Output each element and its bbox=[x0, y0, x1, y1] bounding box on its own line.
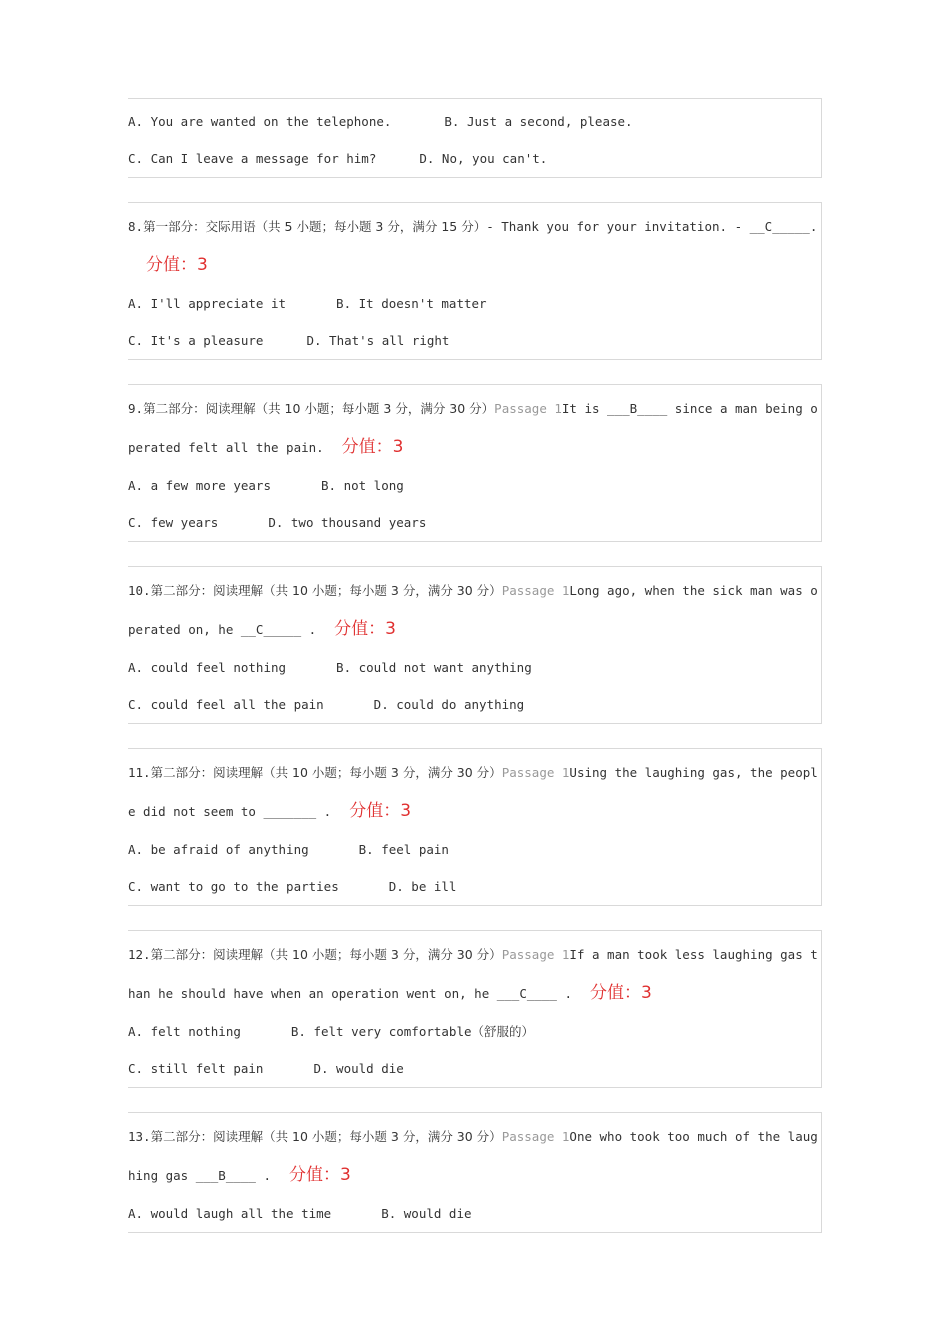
question-block-10 bbox=[128, 566, 822, 724]
question-stem bbox=[128, 567, 821, 649]
question-text: One who took too much of the laughing gas ___B____ . bbox=[128, 1129, 818, 1183]
passage-label: Passage 1 bbox=[501, 765, 570, 780]
section-label: 第二部分：阅读理解（共 10 小题；每小题 3 分，满分 30 分） bbox=[150, 583, 502, 598]
option-c: C. few years bbox=[128, 515, 219, 530]
option-a: A. a few more years bbox=[128, 478, 271, 493]
option-c: C. Can I leave a message for him? bbox=[128, 151, 377, 166]
option-a: A. would laugh all the time bbox=[128, 1206, 332, 1221]
option-b: B. Just a second, please. bbox=[444, 114, 633, 129]
question-block-7-options bbox=[128, 98, 822, 178]
section-label: 第一部分：交际用语（共 5 小题；每小题 3 分，满分 15 分） bbox=[143, 219, 487, 234]
option-c: C. want to go to the parties bbox=[128, 879, 339, 894]
question-number: 9. bbox=[128, 401, 144, 416]
section-label: 第二部分：阅读理解（共 10 小题；每小题 3 分，满分 30 分） bbox=[150, 1129, 502, 1144]
option-a: A. You are wanted on the telephone. bbox=[128, 114, 392, 129]
question-list bbox=[128, 98, 822, 1257]
option-c: C. It's a pleasure bbox=[128, 333, 264, 348]
question-text: - Thank you for your invitation. - __C_____. bbox=[486, 219, 818, 234]
question-text: If a man took less laughing gas than he should have when an operation went on, he ___C____ . bbox=[128, 947, 818, 1001]
option-d: D. would die bbox=[313, 1061, 404, 1076]
question-number: 12. bbox=[128, 947, 151, 962]
question-number: 13. bbox=[128, 1129, 151, 1144]
option-b: B. would die bbox=[381, 1206, 472, 1221]
option-a: A. could feel nothing bbox=[128, 660, 287, 675]
question-number: 8. bbox=[128, 219, 144, 234]
question-stem bbox=[128, 931, 821, 1013]
passage-label: Passage 1 bbox=[501, 1129, 570, 1144]
option-a: A. I'll appreciate it bbox=[128, 296, 287, 311]
score-label: 分值：3 bbox=[334, 619, 396, 639]
question-block-11 bbox=[128, 748, 822, 906]
option-c: C. could feel all the pain bbox=[128, 697, 324, 712]
option-d: D. be ill bbox=[388, 879, 457, 894]
option-a: A. be afraid of anything bbox=[128, 842, 309, 857]
option-a: A. felt nothing bbox=[128, 1024, 241, 1039]
score-label: 分值：3 bbox=[146, 255, 208, 275]
score-label: 分值：3 bbox=[349, 801, 412, 821]
option-b: B. felt very comfortable（舒服的） bbox=[290, 1024, 535, 1039]
passage-label: Passage 1 bbox=[494, 401, 562, 416]
question-block-9 bbox=[128, 384, 822, 542]
question-text: Using the laughing gas, the people did not seem to _______ . bbox=[128, 765, 818, 819]
section-label: 第二部分：阅读理解（共 10 小题；每小题 3 分，满分 30 分） bbox=[143, 401, 495, 416]
option-d: D. two thousand years bbox=[268, 515, 427, 530]
question-block-12 bbox=[128, 930, 822, 1088]
section-label: 第二部分：阅读理解（共 10 小题；每小题 3 分，满分 30 分） bbox=[150, 947, 502, 962]
question-stem bbox=[128, 1113, 821, 1195]
option-d: D. No, you can't. bbox=[419, 151, 548, 166]
question-block-8 bbox=[128, 202, 822, 360]
passage-label: Passage 1 bbox=[501, 947, 570, 962]
question-text: It is ___B____ since a man being operated felt all the pain. bbox=[128, 401, 818, 455]
option-b: B. could not want anything bbox=[336, 660, 532, 675]
question-stem bbox=[128, 385, 821, 467]
score-label: 分值：3 bbox=[590, 983, 652, 1003]
option-b: B. It doesn't matter bbox=[336, 296, 487, 311]
question-block-13 bbox=[128, 1112, 822, 1233]
option-d: D. could do anything bbox=[373, 697, 525, 712]
score-label: 分值：3 bbox=[289, 1165, 351, 1185]
question-stem bbox=[128, 749, 821, 831]
passage-label: Passage 1 bbox=[501, 583, 570, 598]
score-label: 分值：3 bbox=[341, 437, 404, 457]
option-b: B. feel pain bbox=[358, 842, 449, 857]
question-text: Long ago, when the sick man was operated on, he __C_____ . bbox=[128, 583, 818, 637]
option-d: D. That's all right bbox=[306, 333, 450, 348]
section-label: 第二部分：阅读理解（共 10 小题；每小题 3 分，满分 30 分） bbox=[150, 765, 502, 780]
option-b: B. not long bbox=[321, 478, 404, 493]
question-number: 11. bbox=[128, 765, 151, 780]
question-stem bbox=[128, 203, 821, 285]
question-number: 10. bbox=[128, 583, 151, 598]
option-c: C. still felt pain bbox=[128, 1061, 264, 1076]
